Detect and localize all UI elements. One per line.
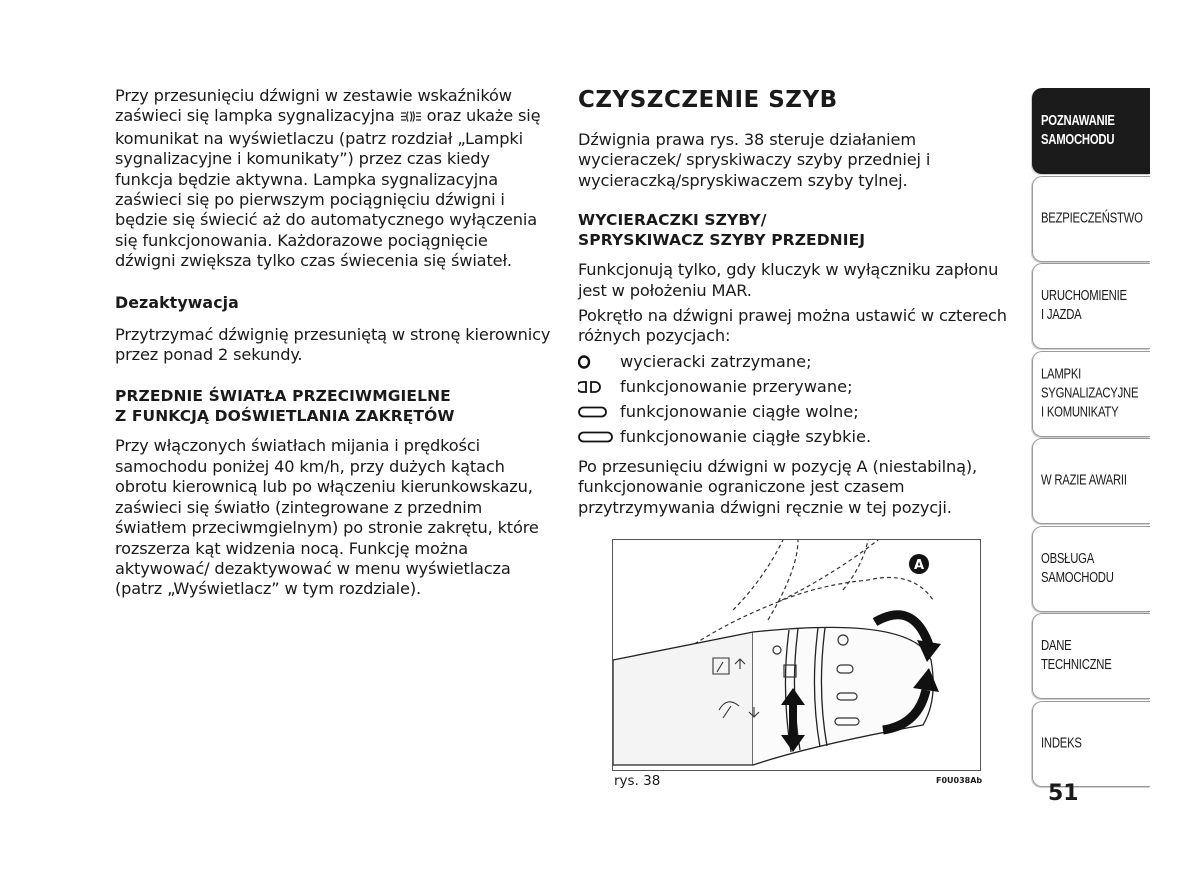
positions-list bbox=[578, 352, 1023, 452]
list-item: wycieracki zatrzymane; bbox=[578, 352, 1023, 377]
callout-a: A bbox=[913, 558, 925, 573]
right-column bbox=[578, 86, 1023, 518]
wipers-subheading: WYCIERACZKI SZYBY/ SPRYSKIWACZ SZYBY PRZEDNIEJ bbox=[578, 211, 866, 250]
figure-code: F0U038Ab bbox=[936, 776, 983, 785]
list-item: funkcjonowanie ciągłe wolne; bbox=[578, 402, 1023, 427]
tab-poznawanie-samochodu[interactable]: POZNAWANIE SAMOCHODU bbox=[1032, 88, 1150, 174]
tab-obsluga-samochodu[interactable]: OBSŁUGA SAMOCHODU bbox=[1032, 526, 1150, 612]
off-circle-icon bbox=[578, 355, 614, 371]
fast-continuous-icon bbox=[578, 430, 614, 446]
intro-paragraph: Przy przesunięciu dźwigni w zestawie wskaźników zaświeci się lampka sygnalizacyjna oraz ukaże się komunikat na wyświetlaczu (patrz rozdział „Lampki sygnalizacyjne i komunikaty”) przez czas kiedy funkcja będzie aktywna. Lampka sygnalizacyjna zaświeci się po pierwszym pociągnięciu dźwigni i będzie się świecić aż do automatycznego wyłączenia się funkcjonowania. Każdorazowe pociągnięcie dźwigni zwiększa tylko czas świecenia się świateł. bbox=[115, 86, 541, 271]
intermittent-icon bbox=[578, 380, 614, 396]
deactivation-paragraph: Przytrzymać dźwignię przesuniętą w stronę kierownicy przez ponad 2 sekundy. bbox=[115, 324, 551, 365]
list-item: funkcjonowanie ciągłe szybkie. bbox=[578, 427, 1023, 452]
deactivation-heading: Dezaktywacja bbox=[115, 292, 239, 312]
section-title: CZYSZCZENIE SZYB bbox=[578, 87, 838, 113]
tab-lampki-sygnalizacyjne[interactable]: LAMPKI SYGNALIZACYJNE I KOMUNIKATY bbox=[1032, 351, 1150, 437]
slow-continuous-icon bbox=[578, 405, 614, 421]
figure-caption: rys. 38 bbox=[614, 773, 661, 789]
list-item: funkcjonowanie przerywane; bbox=[578, 377, 1023, 402]
tab-dane-techniczne[interactable]: DANE TECHNICZNE bbox=[1032, 613, 1150, 699]
knob-paragraph: Pokrętło na dźwigni prawej można ustawić w czterech różnych pozycjach: bbox=[578, 306, 1007, 346]
page-number: 51 bbox=[1048, 781, 1079, 806]
tab-indeks[interactable]: INDEKS bbox=[1032, 701, 1150, 787]
intro-paragraph: Dźwignia prawa rys. 38 steruje działaniem wycieraczek/ spryskiwaczy szyby przedniej i wycieraczką/spryskiwaczem szyby tylnej. bbox=[578, 130, 931, 190]
left-column bbox=[115, 86, 551, 600]
fog-lights-heading: PRZEDNIE ŚWIATŁA PRZECIWMGIELNE Z FUNKCJĄ DOŚWIETLANIA ZAKRĘTÓW bbox=[115, 387, 455, 426]
mar-paragraph: Funkcjonują tylko, gdy kluczyk w wyłączniku zapłonu jest w położeniu MAR. bbox=[578, 260, 999, 300]
position-a-paragraph: Po przesunięciu dźwigni w pozycję A (niestabilną), funkcjonowanie ograniczone jest czasem przytrzymywania dźwigni ręcznie w tej pozycji. bbox=[578, 456, 978, 517]
tab-bezpieczenstwo[interactable]: BEZPIECZEŃSTWO bbox=[1032, 176, 1150, 262]
wiper-lever-illustration bbox=[612, 539, 981, 771]
tab-uruchomienie-i-jazda[interactable]: URUCHOMIENIE I JAZDA bbox=[1032, 263, 1150, 349]
chapter-tabs bbox=[1032, 88, 1150, 788]
fog-light-indicator-icon bbox=[400, 108, 422, 128]
fog-lights-paragraph: Przy włączonych światłach mijania i prędkości samochodu poniżej 40 km/h, przy dużych kątach obrotu kierownicą lub po włączeniu kierunkowskazu, zaświeci się światło (zintegrowane z przednim światłem przeciwmgielnym) po stronie zakrętu, które rozszerza kąt widzenia nocą. Funkcję można aktywować/ dezaktywować w menu wyświetlacza (patrz „Wyświetlacz” w tym rozdziale). bbox=[115, 436, 539, 599]
tab-w-razie-awarii[interactable]: W RAZIE AWARII bbox=[1032, 438, 1150, 524]
